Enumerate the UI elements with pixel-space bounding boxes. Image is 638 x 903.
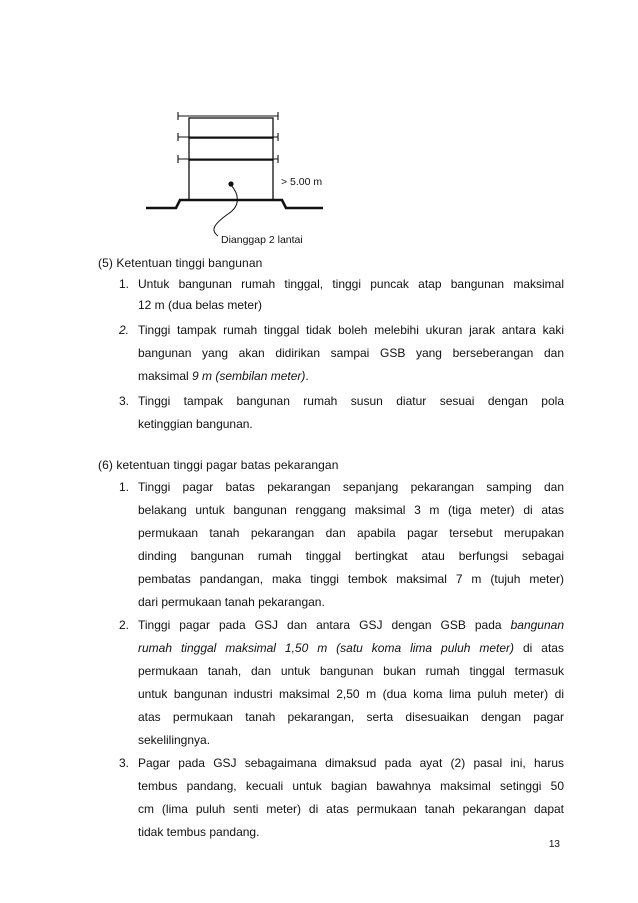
item-line: tembus pandang, kecuali untuk bagian bawahnya maksimal setinggi 50 (138, 779, 564, 793)
dimension-label: > 5.00 m (281, 176, 323, 188)
item-line: dinding bangunan rumah tinggal bertingkat atau berfungsi sebagai (138, 549, 564, 563)
dimension-ticks (178, 112, 278, 163)
item-line: atas permukaan tanah pekarangan, serta disesuaikan dengan pagar (138, 710, 564, 724)
section-5-heading: (5) Ketentuan tinggi bangunan (98, 256, 263, 270)
item-number: 2. (119, 323, 130, 337)
item-line: tidak tembus pandang. (138, 825, 260, 839)
list-item (98, 391, 564, 435)
list-item (98, 753, 564, 843)
item-line: pembatas pandangan, maka tinggi tembok maksimal 7 m (tujuh meter) (138, 572, 564, 586)
item-number: 3. (119, 394, 130, 408)
list-item (98, 477, 564, 613)
item-number: 1. (119, 277, 130, 291)
item-number: 2. (119, 618, 130, 632)
item-line: untuk bangunan industri maksimal 2,50 m (dua koma lima puluh meter) di (138, 687, 564, 701)
building-floor-middle (189, 138, 273, 160)
list-item (98, 274, 564, 316)
building-height-diagram (0, 0, 638, 250)
section-5-list (98, 274, 564, 435)
leader-line (214, 185, 237, 236)
item-line: Tinggi pagar pada GSJ dan antara GSJ dengan GSB pada bangunan (138, 618, 564, 632)
ground-line (146, 200, 323, 208)
item-line: maksimal 9 m (sembilan meter). (138, 369, 309, 383)
list-item (98, 320, 564, 387)
item-number: 3. (119, 756, 130, 770)
item-line: rumah tinggal maksimal 1,50 m (satu koma lima puluh meter) di atas (138, 641, 564, 655)
list-item (98, 615, 564, 751)
item-line: Untuk bangunan rumah tinggal, tinggi puncak atap bangunan maksimal (138, 277, 564, 291)
leader-dot (228, 181, 233, 186)
item-line: permukaan tanah, dan untuk bangunan bukan rumah tinggal termasuk (138, 664, 564, 678)
item-line: bangunan yang akan didirikan sampai GSB yang berseberangan dan (138, 346, 564, 360)
item-line: sekelilingnya. (138, 733, 211, 747)
item-line: Tinggi tampak rumah tinggal tidak boleh melebihi ukuran jarak antara kaki (138, 323, 564, 337)
item-line: Tinggi pagar batas pekarangan sepanjang pekarangan samping dan (138, 480, 564, 494)
item-line: cm (lima puluh senti meter) di atas permukaan tanah pekarangan dapat (138, 802, 564, 816)
section-6-list (98, 477, 564, 843)
section-6-heading: (6) ketentuan tinggi pagar batas pekarangan (98, 458, 339, 472)
building-floor-lower (189, 160, 273, 200)
diagram-caption: Dianggap 2 lantai (221, 234, 303, 246)
page-number: 13 (548, 839, 560, 850)
item-number: 1. (119, 480, 130, 494)
item-line: Tinggi tampak bangunan rumah susun diatur sesuai dengan pola (138, 394, 564, 408)
item-line: belakang untuk bangunan renggang maksimal 3 m (tiga meter) di atas (138, 503, 564, 517)
building-floor-upper (189, 118, 273, 138)
item-line: dari permukaan tanah pekarangan. (138, 595, 325, 609)
item-line: ketinggian bangunan. (138, 417, 253, 431)
item-line: permukaan tanah pekarangan dan apabila pagar tersebut merupakan (138, 526, 564, 540)
item-line: Pagar pada GSJ sebagaimana dimaksud pada ayat (2) pasal ini, harus (138, 756, 564, 770)
item-line: 12 m (dua belas meter) (138, 298, 263, 312)
